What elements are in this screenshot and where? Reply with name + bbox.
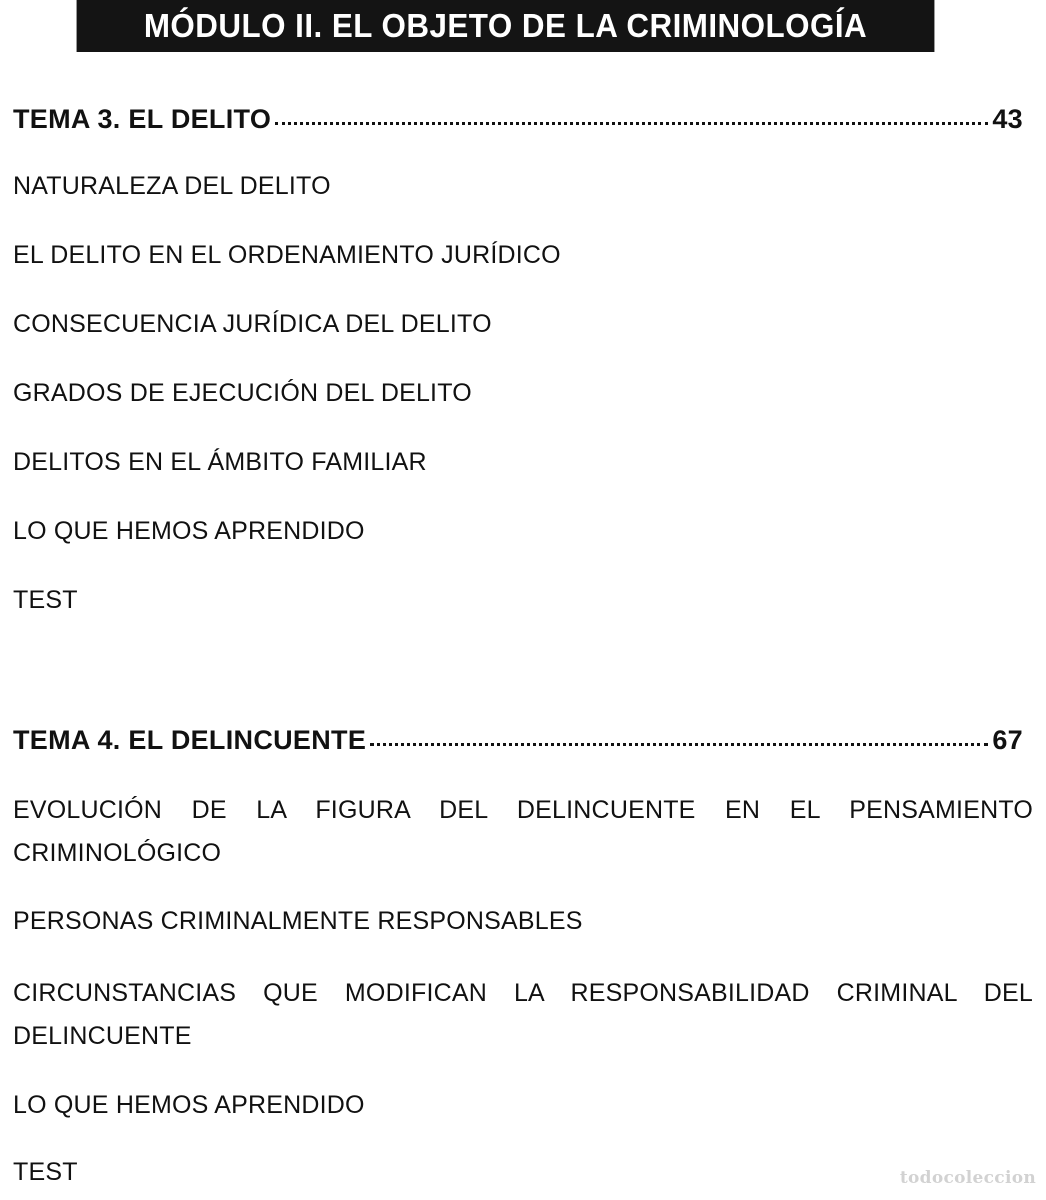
toc-item: LO QUE HEMOS APRENDIDO <box>13 517 365 545</box>
toc-item <box>13 789 1033 875</box>
toc-item: PERSONAS CRIMINALMENTE RESPONSABLES <box>13 907 583 935</box>
watermark: todocoleccion <box>899 1168 1036 1188</box>
dot-leader <box>275 122 988 125</box>
toc-item: GRADOS DE EJECUCIÓN DEL DELITO <box>13 379 472 407</box>
toc-item: DELITOS EN EL ÁMBITO FAMILIAR <box>13 448 427 476</box>
tema-title: TEMA 3. EL DELITO <box>13 104 272 134</box>
toc-heading-tema-3 <box>13 104 1023 135</box>
toc-item <box>13 972 1033 1058</box>
toc-item: LO QUE HEMOS APRENDIDO <box>13 1091 365 1119</box>
toc-item: TEST <box>13 1158 78 1186</box>
tema-title: TEMA 4. EL DELINCUENTE <box>13 725 367 755</box>
toc-item: CONSECUENCIA JURÍDICA DEL DELITO <box>13 310 492 338</box>
toc-item-line: CIRCUNSTANCIAS QUE MODIFICAN LA RESPONSABILIDAD CRIMINAL DEL <box>13 979 1033 1007</box>
page-number: 43 <box>992 104 1023 134</box>
page-number: 67 <box>992 725 1023 755</box>
toc-item-line: EVOLUCIÓN DE LA FIGURA DEL DELINCUENTE EN EL PENSAMIENTO <box>13 796 1033 824</box>
toc-item: NATURALEZA DEL DELITO <box>13 172 331 200</box>
module-title: MÓDULO II. EL OBJETO DE LA CRIMINOLOGÍA <box>77 0 935 52</box>
toc-heading-tema-4 <box>13 725 1023 756</box>
toc-item-line: CRIMINOLÓGICO <box>13 839 222 867</box>
toc-item-line: DELINCUENTE <box>13 1022 192 1050</box>
dot-leader <box>370 743 988 746</box>
toc-item: EL DELITO EN EL ORDENAMIENTO JURÍDICO <box>13 241 561 269</box>
toc-item: TEST <box>13 586 78 614</box>
